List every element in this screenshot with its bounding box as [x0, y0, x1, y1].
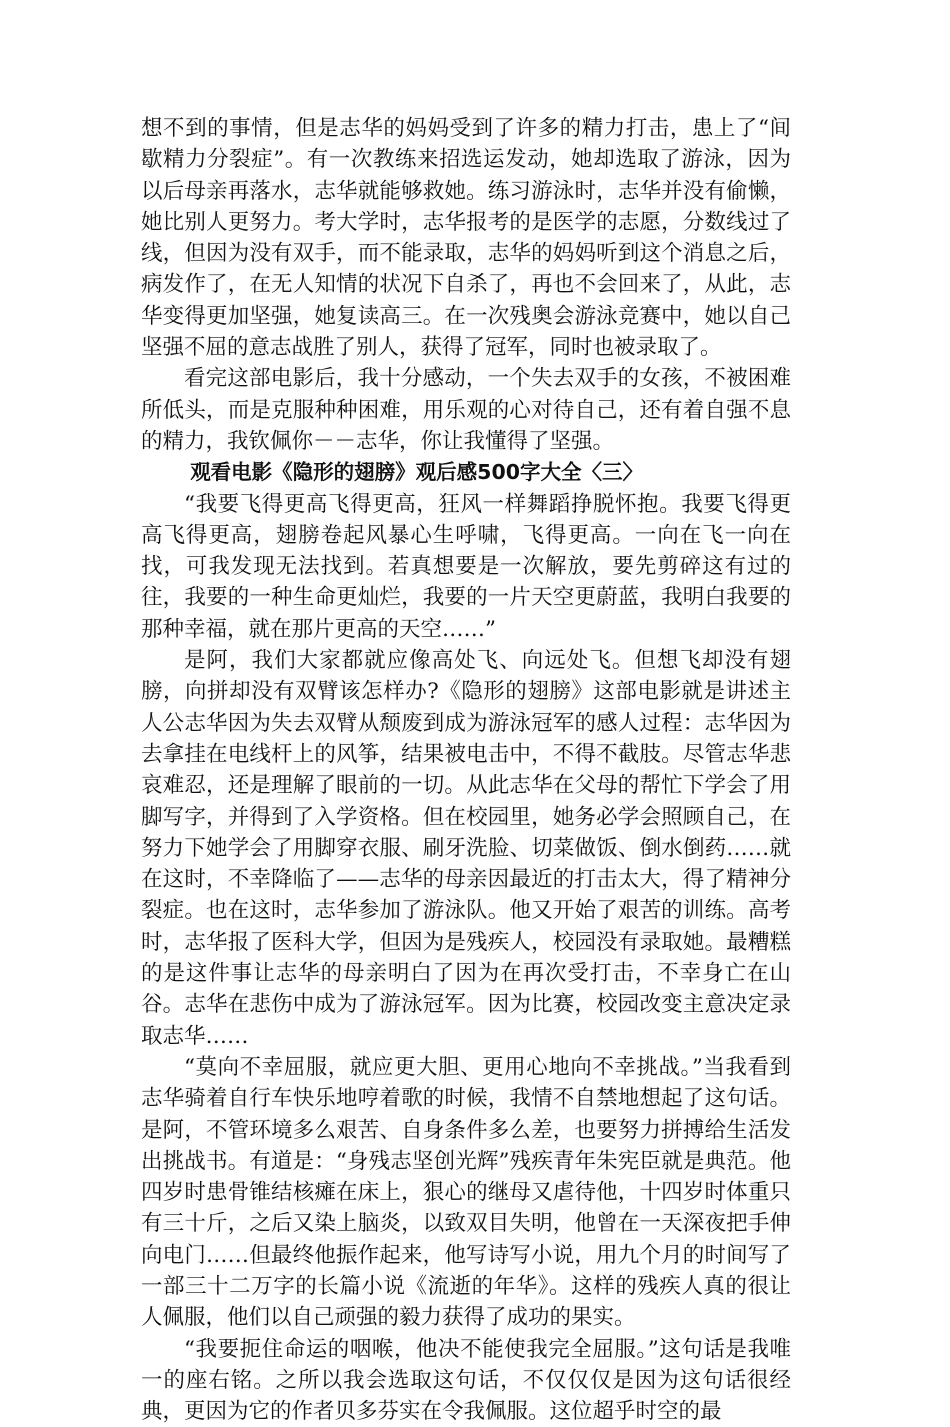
body-paragraph-4: 是阿，我们大家都就应像高处飞、向远处飞。但想飞却没有翅膀，向拼却没有双臂该怎样办?《隐形的翅膀》这部电影就是讲述主人公志华因为失去双臂从颓废到成为游泳冠军的感人过程：志华因为去拿挂在电线杆上的风筝，结果被电击中，不得不截肢。尽管志华悲哀难忍，还是理解了眼前的一切。从此志华在父母的帮忙下学会了用脚写字，并得到了入学资格。但在校园里，她务必学会照顾自己，在努力下她学会了用脚穿衣服、刷牙洗脸、切菜做饭、倒水倒药……就在这时，不幸降临了——志华的母亲因最近的打击太大，得了精神分裂症。也在这时，志华参加了游泳队。他又开始了艰苦的训练。高考时，志华报了医科大学，但因为是残疾人，校园没有录取她。最糟糕的是这件事让志华的母亲明白了因为在再次受打击，不幸身亡在山谷。志华在悲伤中成为了游泳冠军。因为比赛，校园改变主意决定录取志华…… — [141, 648, 791, 1049]
document-page — [141, 113, 791, 1427]
body-paragraph-2: 看完这部电影后，我十分感动，一个失去双手的女孩，不被困难所低头，而是克服种种困难，用乐观的心对待自己，还有着自强不息的精力，我钦佩你－－志华，你让我懂得了坚强。 — [141, 366, 791, 454]
body-paragraph-5: “莫向不幸屈服，就应更大胆、更用心地向不幸挑战。”当我看到志华骑着自行车快乐地哼着歌的时候，我情不自禁地想起了这句话。是阿，不管环境多么艰苦、自身条件多么差，也要努力拼搏给生活发出挑战书。有道是：“身残志坚创光辉”残疾青年朱宪臣就是典范。他四岁时患骨锥结核瘫在床上，狠心的继母又虐待他，十四岁时体重只有三十斤，之后又染上脑炎，以致双目失明，他曾在一天深夜把手伸向电门……但最终他振作起来，他写诗写小说，用九个月的时间写了一部三十二万字的长篇小说《流逝的年华》。这样的残疾人真的很让人佩服，他们以自己顽强的毅力获得了成功的果实。 — [141, 1054, 791, 1331]
body-paragraph-3: “我要飞得更高飞得更高，狂风一样舞蹈挣脱怀抱。我要飞得更高飞得更高，翅膀卷起风暴心生呼啸，飞得更高。一向在飞一向在找，可我发现无法找到。若真想要是一次解放，要先剪碎这有过的往，我要的一种生命更灿烂，我要的一片天空更蔚蓝，我明白我要的那种幸福，就在那片更高的天空……” — [141, 491, 791, 642]
section-heading: 观看电影《隐形的翅膀》观后感500字大全〈三〉 — [190, 460, 643, 485]
body-paragraph-1: 想不到的事情，但是志华的妈妈受到了许多的精力打击，患上了“间歇精力分裂症”。有一次教练来招选运发动，她却选取了游泳，因为以后母亲再落水，志华就能够救她。练习游泳时，志华并没有偷懒，她比别人更努力。考大学时，志华报考的是医学的志愿，分数线过了线，但因为没有双手，而不能录取，志华的妈妈听到这个消息之后，病发作了，在无人知情的状况下自杀了，再也不会回来了，从此，志华变得更加坚强，她复读高三。在一次残奥会游泳竞赛中，她以自己坚强不屈的意志战胜了别人，获得了冠军，同时也被录取了。 — [141, 116, 791, 361]
body-paragraph-6: “我要扼住命运的咽喉，他决不能使我完全屈服。”这句话是我唯一的座右铭。之所以我会选取这句话，不仅仅仅是因为这句话很经典，更因为它的作者贝多芬实在令我佩服。这位超乎时空的最 — [141, 1336, 791, 1425]
